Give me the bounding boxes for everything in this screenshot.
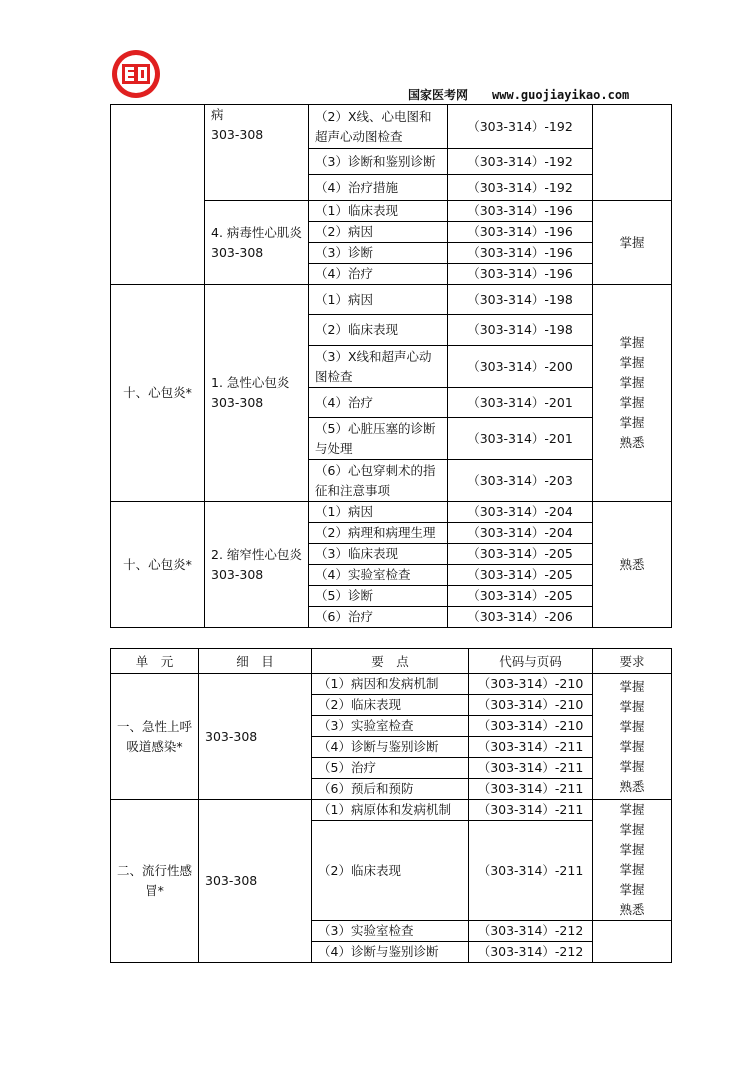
code-cell: （303-314）-212 — [469, 942, 593, 963]
code-cell: （303-314）-196 — [448, 264, 593, 285]
point-cell: （1）病因和发病机制 — [312, 674, 469, 695]
point-cell: （4）治疗 — [309, 388, 448, 418]
code-cell: （303-314）-212 — [469, 921, 593, 942]
code-cell: （303-314）-201 — [448, 388, 593, 418]
code-cell: （303-314）-205 — [448, 565, 593, 586]
detail-cell: 1. 急性心包炎 303-308 — [205, 285, 309, 502]
code-cell: （303-314）-200 — [448, 346, 593, 388]
code-cell: （303-314）-211 — [469, 737, 593, 758]
point-cell: （2）临床表现 — [309, 315, 448, 346]
col-header-point: 要 点 — [312, 649, 469, 674]
code-cell: （303-314）-203 — [448, 460, 593, 502]
req-cell — [593, 105, 672, 201]
point-cell: （3）实验室检查 — [312, 921, 469, 942]
code-cell: （303-314）-205 — [448, 586, 593, 607]
point-cell: （6）预后和预防 — [312, 779, 469, 800]
table-row — [111, 105, 672, 149]
code-cell: （303-314）-196 — [448, 243, 593, 264]
req-cell: 熟悉 — [593, 502, 672, 628]
point-cell: （5）心脏压塞的诊断与处理 — [309, 418, 448, 460]
point-cell: （6）治疗 — [309, 607, 448, 628]
code-cell: （303-314）-206 — [448, 607, 593, 628]
code-cell: （303-314）-205 — [448, 544, 593, 565]
point-cell: （2）临床表现 — [312, 695, 469, 716]
detail-cell: 303-308 — [199, 800, 312, 963]
point-cell: （1）病因 — [309, 285, 448, 315]
code-cell: （303-314）-192 — [448, 105, 593, 149]
code-cell: （303-314）-196 — [448, 201, 593, 222]
point-cell: （3）实验室检查 — [312, 716, 469, 737]
point-cell: （1）病因 — [309, 502, 448, 523]
code-cell: （303-314）-204 — [448, 523, 593, 544]
code-cell: （303-314）-198 — [448, 315, 593, 346]
point-cell: （2）临床表现 — [312, 821, 469, 921]
col-header-code: 代码与页码 — [469, 649, 593, 674]
point-cell: （2）病理和病理生理 — [309, 523, 448, 544]
point-cell: （2）X线、心电图和超声心动图检查 — [309, 105, 448, 149]
code-cell: （303-314）-204 — [448, 502, 593, 523]
code-cell: （303-314）-192 — [448, 175, 593, 201]
point-cell: （4）治疗措施 — [309, 175, 448, 201]
detail-cell: 病 303-308 — [205, 105, 309, 201]
code-cell: （303-314）-196 — [448, 222, 593, 243]
code-cell: （303-314）-210 — [469, 695, 593, 716]
code-cell: （303-314）-201 — [448, 418, 593, 460]
detail-cell: 4. 病毒性心肌炎 303-308 — [205, 201, 309, 285]
table-row — [111, 800, 672, 821]
req-cell: 掌握 掌握 掌握 掌握 掌握 熟悉 — [593, 800, 672, 921]
code-cell: （303-314）-210 — [469, 674, 593, 695]
point-cell: （1）临床表现 — [309, 201, 448, 222]
unit-cell: 一、急性上呼吸道感染* — [111, 674, 199, 800]
point-cell: （3）临床表现 — [309, 544, 448, 565]
point-cell: （4）实验室检查 — [309, 565, 448, 586]
point-cell: （1）病原体和发病机制 — [312, 800, 469, 821]
detail-cell: 2. 缩窄性心包炎 303-308 — [205, 502, 309, 628]
col-header-req: 要求 — [593, 649, 672, 674]
point-cell: （4）诊断与鉴别诊断 — [312, 737, 469, 758]
syllabus-table-respiratory — [110, 648, 672, 963]
unit-cell: 十、心包炎* — [111, 285, 205, 502]
point-cell: （6）心包穿刺术的指征和注意事项 — [309, 460, 448, 502]
col-header-unit: 单 元 — [111, 649, 199, 674]
req-cell: 掌握 — [593, 201, 672, 285]
point-cell: （5）治疗 — [312, 758, 469, 779]
point-cell: （5）诊断 — [309, 586, 448, 607]
code-cell: （303-314）-211 — [469, 800, 593, 821]
site-name: 国家医考网 — [408, 88, 469, 102]
code-cell: （303-314）-211 — [469, 779, 593, 800]
site-url[interactable]: www.guojiayikao.com — [492, 88, 630, 102]
point-cell: （3）诊断 — [309, 243, 448, 264]
unit-cell — [111, 105, 205, 285]
detail-cell: 303-308 — [199, 674, 312, 800]
point-cell: （3）诊断和鉴别诊断 — [309, 149, 448, 175]
site-logo — [110, 48, 162, 100]
code-cell: （303-314）-192 — [448, 149, 593, 175]
code-cell: （303-314）-211 — [469, 821, 593, 921]
unit-cell: 十、心包炎* — [111, 502, 205, 628]
req-cell-empty — [593, 921, 672, 963]
unit-cell: 二、流行性感冒* — [111, 800, 199, 963]
col-header-detail: 细 目 — [199, 649, 312, 674]
req-cell: 掌握 掌握 掌握 掌握 掌握 熟悉 — [593, 674, 672, 800]
point-cell: （4）诊断与鉴别诊断 — [312, 942, 469, 963]
table-row — [111, 674, 672, 695]
code-cell: （303-314）-198 — [448, 285, 593, 315]
table-row — [111, 502, 672, 523]
table-row — [111, 285, 672, 315]
code-cell: （303-314）-211 — [469, 758, 593, 779]
table-header-row — [111, 649, 672, 674]
point-cell: （4）治疗 — [309, 264, 448, 285]
site-header — [408, 86, 629, 103]
syllabus-table-continued — [110, 104, 672, 628]
point-cell: （2）病因 — [309, 222, 448, 243]
req-cell: 掌握 掌握 掌握 掌握 掌握 熟悉 — [593, 285, 672, 502]
point-cell: （3）X线和超声心动图检查 — [309, 346, 448, 388]
code-cell: （303-314）-210 — [469, 716, 593, 737]
